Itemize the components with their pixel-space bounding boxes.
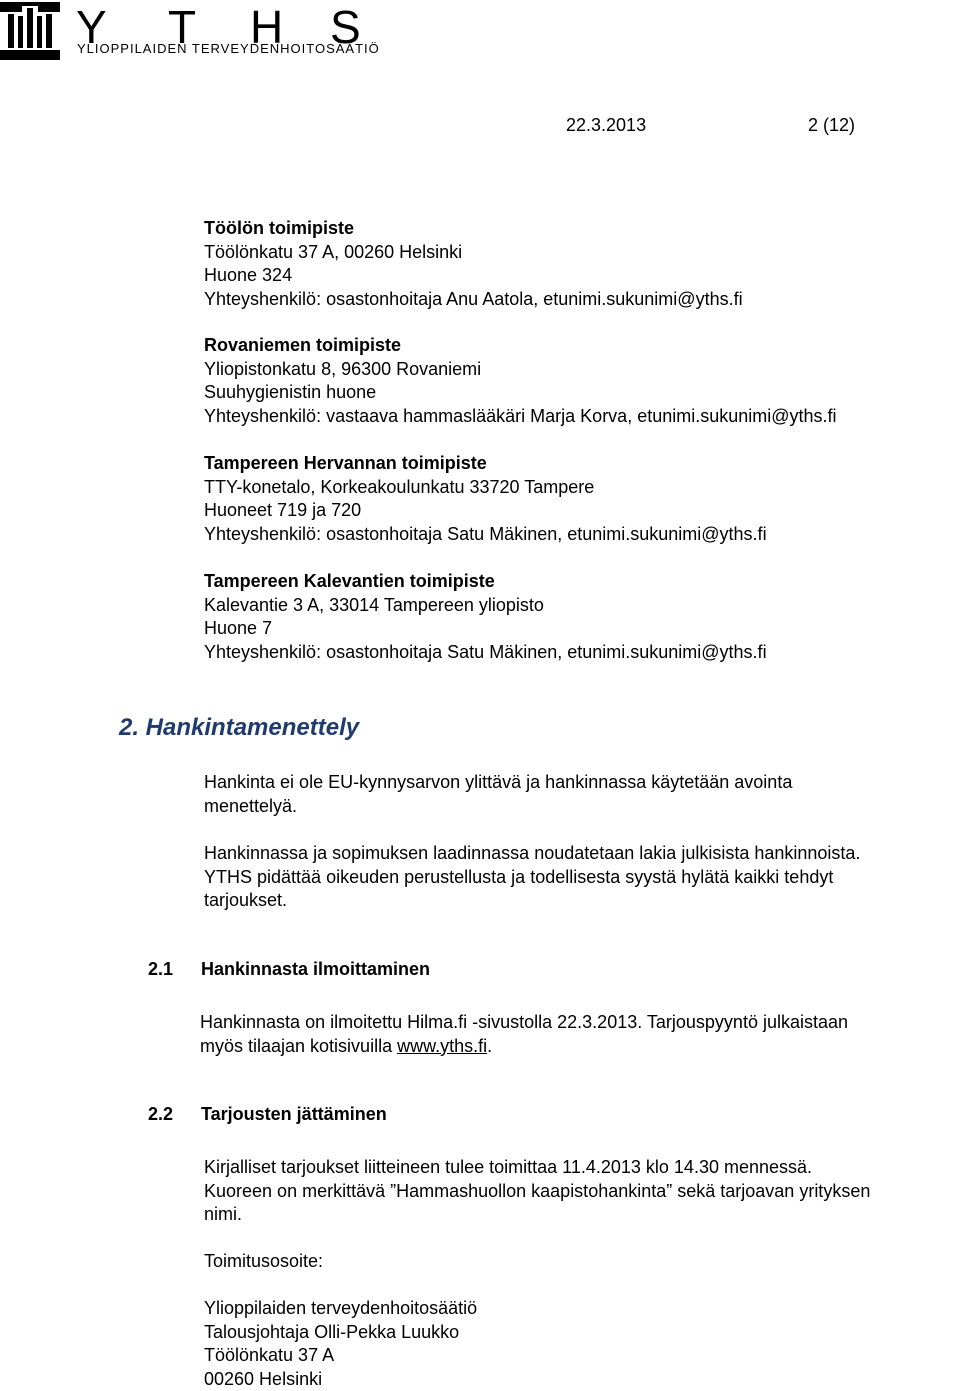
text-prefix: myös tilaajan kotisivuilla bbox=[200, 1036, 397, 1056]
section-2-heading: 2. Hankintamenettely bbox=[119, 714, 359, 742]
paragraph-line: Kuoreen on merkittävä ”Hammashuollon kaapistohankinta” sekä tarjoavan yrityksen bbox=[204, 1180, 870, 1204]
address-line: Ylioppilaiden terveydenhoitosäätiö bbox=[204, 1297, 477, 1321]
office-room: Huoneet 719 ja 720 bbox=[204, 499, 767, 523]
office-address: Yliopistonkatu 8, 96300 Rovaniemi bbox=[204, 358, 837, 382]
office-toolo bbox=[204, 217, 743, 311]
text-suffix: . bbox=[487, 1036, 492, 1056]
office-room: Suuhygienistin huone bbox=[204, 381, 837, 405]
address-line: 00260 Helsinki bbox=[204, 1368, 477, 1391]
office-room: Huone 324 bbox=[204, 264, 743, 288]
section-2-paragraph-1 bbox=[204, 771, 792, 818]
logo-letter-y: Y bbox=[76, 4, 107, 50]
office-contact: Yhteyshenkilö: osastonhoitaja Satu Mäkinen, etunimi.sukunimi@yths.fi bbox=[204, 641, 767, 665]
section-2-1-title: Hankinnasta ilmoittaminen bbox=[201, 958, 430, 981]
office-contact: Yhteyshenkilö: vastaava hammaslääkäri Marja Korva, etunimi.sukunimi@yths.fi bbox=[204, 405, 837, 429]
section-2-2-number: 2.2 bbox=[148, 1103, 173, 1126]
section-2-paragraph-2 bbox=[204, 842, 860, 913]
yths-logo bbox=[0, 0, 370, 62]
address-line: Töölönkatu 37 A bbox=[204, 1344, 477, 1368]
logo-letter-h: H bbox=[250, 4, 283, 50]
logo-letter-t: T bbox=[168, 4, 196, 50]
paragraph-line: tarjoukset. bbox=[204, 889, 860, 913]
paragraph-line: Kirjalliset tarjoukset liitteineen tulee toimittaa 11.4.2013 klo 14.30 mennessä. bbox=[204, 1156, 870, 1180]
logo-letter-s: S bbox=[330, 4, 361, 50]
office-address: TTY-konetalo, Korkeakoulunkatu 33720 Tampere bbox=[204, 476, 767, 500]
section-2-1-number: 2.1 bbox=[148, 958, 173, 981]
delivery-address bbox=[204, 1297, 477, 1391]
paragraph-line bbox=[200, 1035, 848, 1059]
office-title: Töölön toimipiste bbox=[204, 217, 743, 241]
address-line: Talousjohtaja Olli-Pekka Luukko bbox=[204, 1321, 477, 1345]
yths-emblem-icon bbox=[0, 2, 60, 60]
paragraph-line: menettelyä. bbox=[204, 795, 792, 819]
office-rovaniemi bbox=[204, 334, 837, 428]
section-2-2-title: Tarjousten jättäminen bbox=[201, 1103, 387, 1126]
office-kalevantie bbox=[204, 570, 767, 664]
header-date: 22.3.2013 bbox=[566, 114, 646, 138]
office-address: Kalevantie 3 A, 33014 Tampereen yliopisto bbox=[204, 594, 767, 618]
office-hervanta bbox=[204, 452, 767, 546]
paragraph-line: nimi. bbox=[204, 1203, 870, 1227]
logo-subtitle: YLIOPPILAIDEN TERVEYDENHOITOSÄÄTIÖ bbox=[77, 42, 380, 55]
office-title: Tampereen Hervannan toimipiste bbox=[204, 452, 767, 476]
website-link[interactable]: www.yths.fi bbox=[397, 1036, 487, 1056]
paragraph-line: Hankinnassa ja sopimuksen laadinnassa noudatetaan lakia julkisista hankinnoista. bbox=[204, 842, 860, 866]
office-contact: Yhteyshenkilö: osastonhoitaja Satu Mäkinen, etunimi.sukunimi@yths.fi bbox=[204, 523, 767, 547]
office-contact: Yhteyshenkilö: osastonhoitaja Anu Aatola, etunimi.sukunimi@yths.fi bbox=[204, 288, 743, 312]
paragraph-line: Hankinta ei ole EU-kynnysarvon ylittävä ja hankinnassa käytetään avointa bbox=[204, 771, 792, 795]
office-room: Huone 7 bbox=[204, 617, 767, 641]
delivery-address-label: Toimitusosoite: bbox=[204, 1250, 323, 1274]
office-title: Rovaniemen toimipiste bbox=[204, 334, 837, 358]
office-address: Töölönkatu 37 A, 00260 Helsinki bbox=[204, 241, 743, 265]
section-2-2-paragraph bbox=[204, 1156, 870, 1227]
paragraph-line: Hankinnasta on ilmoitettu Hilma.fi -sivustolla 22.3.2013. Tarjouspyyntö julkaistaan bbox=[200, 1011, 848, 1035]
header-page-number: 2 (12) bbox=[808, 114, 855, 138]
section-2-1-paragraph bbox=[200, 1011, 848, 1058]
paragraph-line: YTHS pidättää oikeuden perustellusta ja todellisesta syystä hylätä kaikki tehdyt bbox=[204, 866, 860, 890]
office-title: Tampereen Kalevantien toimipiste bbox=[204, 570, 767, 594]
